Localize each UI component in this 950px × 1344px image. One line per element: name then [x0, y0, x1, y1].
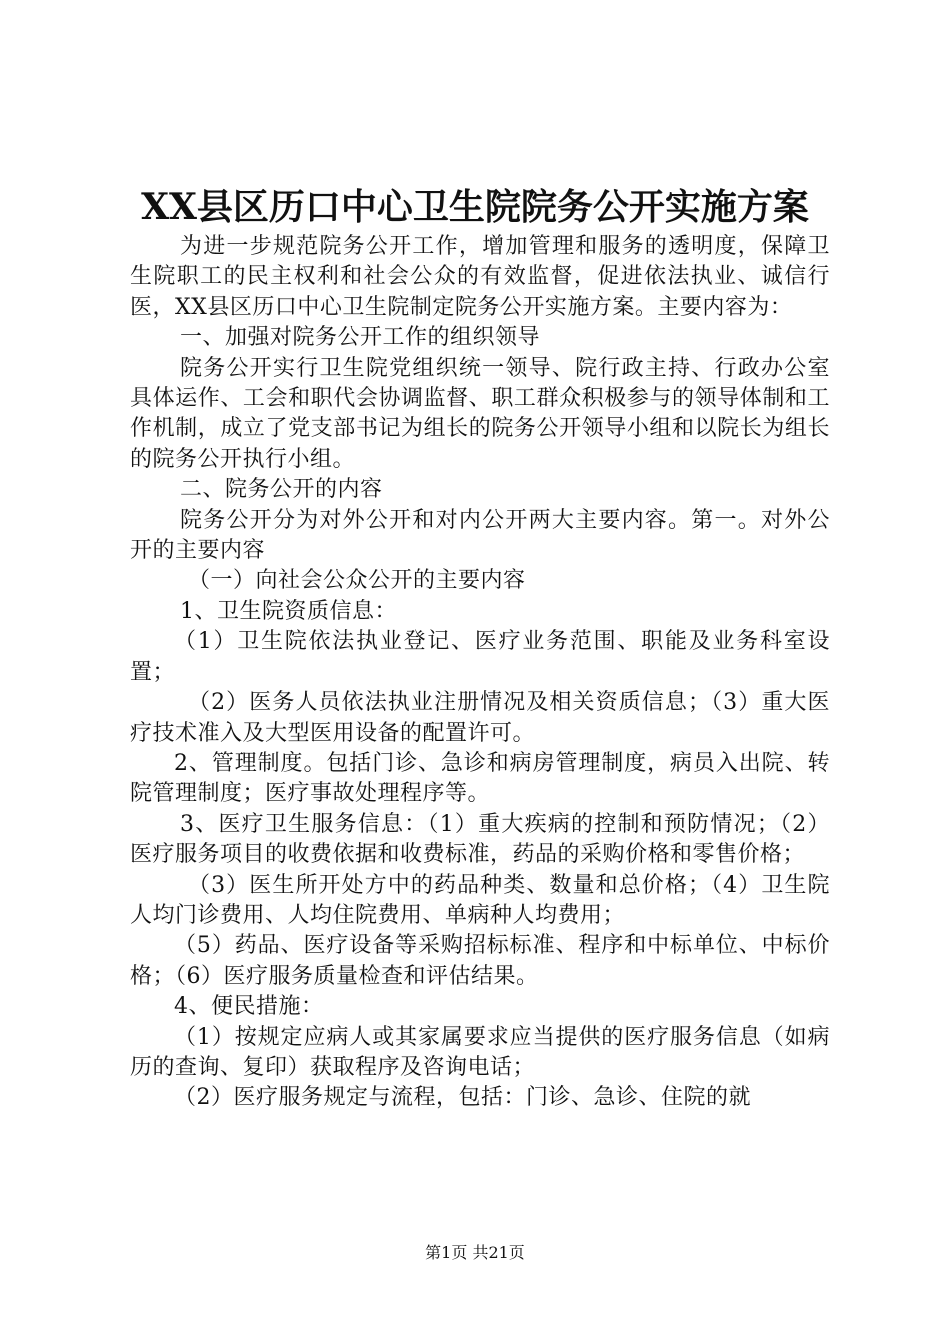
section-heading-2: 二、院务公开的内容 [180, 477, 383, 503]
item-service-process: （2）医疗服务规定与流程，包括：门诊、急诊、住院的就 [174, 1085, 751, 1111]
item-procurement-info: （5）药品、医疗设备等采购招标标准、程序和中标单位、中标价格；（6）医疗服务质量检查和评估结果。 [130, 933, 830, 989]
paragraph-intro: 为进一步规范院务公开工作，增加管理和服务的透明度，保障卫生院职工的民主权利和社会公众的有效监督，促进依法执业、诚信行医，XX县区历口中心卫生院制定院务公开实施方案。主要内容为： [130, 234, 830, 320]
document-title: XX县区历口中心卫生院院务公开实施方案 [141, 186, 809, 228]
item-management-rules: 2、管理制度。包括门诊、急诊和病房管理制度，病员入出院、转院管理制度；医疗事故处理程序等。 [130, 750, 830, 807]
section-heading-1: 一、加强对院务公开工作的组织领导 [180, 325, 541, 351]
page-number-footer: 第1页 共21页 [425, 1243, 525, 1262]
subsection-heading-public: （一）向社会公众公开的主要内容 [188, 568, 526, 594]
item-convenience-measures: 4、便民措施： [174, 994, 324, 1020]
document-body [130, 232, 830, 1114]
paragraph-content-overview: 院务公开分为对外公开和对内公开两大主要内容。第一。对外公开的主要内容 [130, 507, 830, 564]
item-registration: （1）卫生院依法执业登记、医疗业务范围、职能及业务科室设置； [130, 629, 830, 685]
paragraph-leadership: 院务公开实行卫生院党组织统一领导、院行政主持、行政办公室具体运作、工会和职代会协调监督、职工群众积极参与的领导体制和工作机制，成立了党支部书记为组长的院务公开领导小组和以院长为组长的院务公开执行小组。 [130, 355, 830, 472]
item-staff-qualification: （2）医务人员依法执业注册情况及相关资质信息；（3）重大医疗技术准入及大型医用设备的配置许可。 [130, 690, 830, 746]
item-record-query: （1）按规定应病人或其家属要求应当提供的医疗服务信息（如病历的查询、复印）获取程序及咨询电话； [130, 1024, 830, 1080]
item-prescription-info: （3）医生所开处方中的药品种类、数量和总价格；（4）卫生院人均门诊费用、人均住院费用、单病种人均费用； [130, 872, 830, 928]
item-qualification-info: 1、卫生院资质信息： [180, 598, 397, 624]
item-service-info: 3、医疗卫生服务信息：（1）重大疾病的控制和预防情况；（2）医疗服务项目的收费依据和收费标准，药品的采购价格和零售价格； [130, 811, 830, 868]
